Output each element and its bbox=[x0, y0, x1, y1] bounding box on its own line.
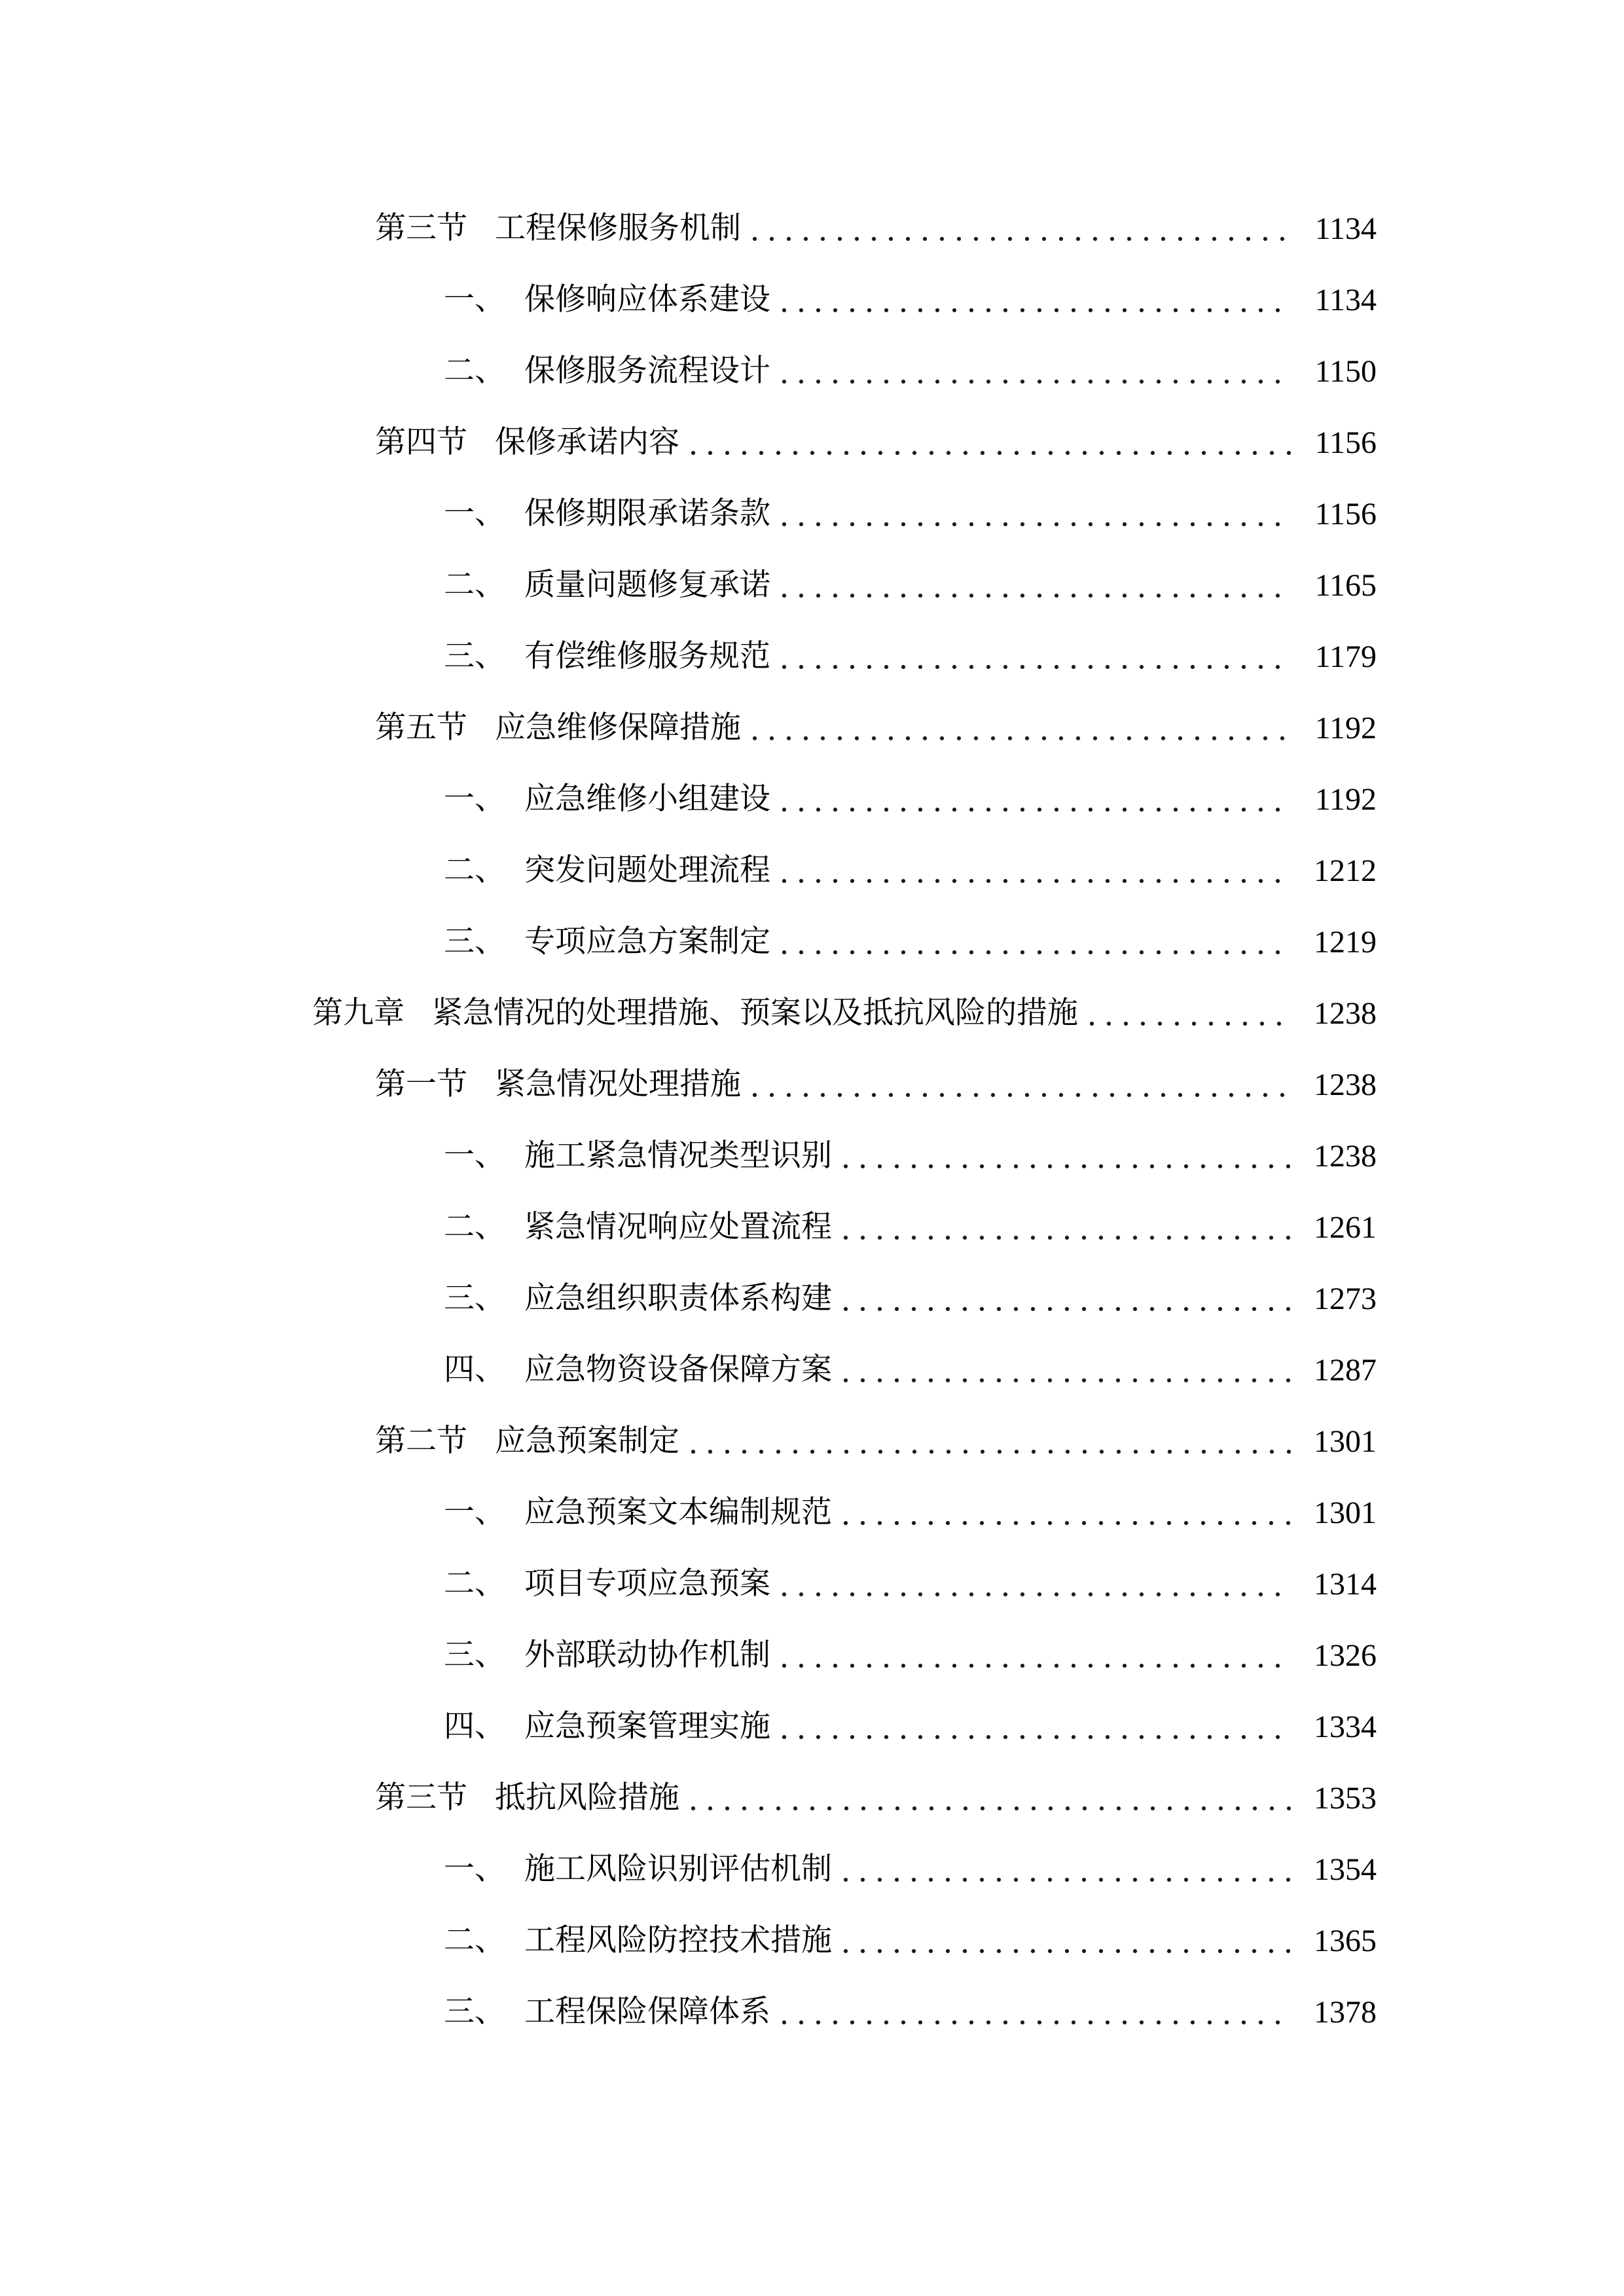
toc-entry-number-label: 二、 bbox=[444, 1210, 505, 1245]
toc-leader-dots bbox=[776, 835, 1292, 906]
toc-entry-title: 紧急情况的处理措施、预案以及抵抗风险的措施 bbox=[432, 996, 1078, 1031]
toc-page-number: 1314 bbox=[1314, 1566, 1377, 1602]
toc-entry bbox=[312, 478, 1377, 550]
toc-page-number: 1192 bbox=[1314, 781, 1377, 817]
toc-entry bbox=[312, 1620, 1377, 1691]
toc-entry bbox=[312, 407, 1377, 478]
toc-entry-title: 外部联动协作机制 bbox=[524, 1638, 770, 1673]
toc-entry-number-label: 第三节 bbox=[375, 211, 467, 246]
toc-entry-title: 应急预案制定 bbox=[495, 1424, 679, 1459]
toc-entry-number-label: 二、 bbox=[444, 354, 505, 389]
toc-page-number: 1354 bbox=[1314, 1852, 1377, 1887]
toc-leader-dots bbox=[837, 1121, 1292, 1192]
toc-page-number: 1378 bbox=[1314, 1994, 1377, 2030]
toc-entry-title: 工程保修服务机制 bbox=[495, 211, 741, 246]
toc-entry-number-label: 三、 bbox=[444, 1638, 505, 1673]
toc-entry-title: 保修期限承诺条款 bbox=[524, 497, 770, 531]
toc-entry-number-label: 一、 bbox=[444, 1139, 505, 1174]
toc-entry-number-label: 四、 bbox=[444, 1353, 505, 1388]
toc-page-number: 1219 bbox=[1314, 924, 1377, 960]
toc-entry bbox=[312, 1049, 1377, 1121]
toc-entry-number-label: 第二节 bbox=[375, 1424, 467, 1459]
toc-entry bbox=[312, 1335, 1377, 1406]
toc-entry-number-label: 二、 bbox=[444, 568, 505, 603]
toc-leader-dots bbox=[837, 1905, 1292, 1977]
toc-leader-dots bbox=[776, 906, 1292, 978]
toc-entry-title: 应急预案文本编制规范 bbox=[524, 1496, 832, 1530]
toc-entry-title: 工程风险防控技术措施 bbox=[524, 1924, 832, 1958]
toc-entry bbox=[312, 835, 1377, 906]
toc-entry bbox=[312, 692, 1377, 764]
toc-leader-dots bbox=[685, 1406, 1292, 1477]
toc-entry-title: 有偿维修服务规范 bbox=[524, 639, 770, 674]
toc-leader-dots bbox=[776, 1620, 1292, 1691]
toc-leader-dots bbox=[837, 1192, 1292, 1263]
toc-entry-number-label: 三、 bbox=[444, 639, 505, 674]
toc-entry-number-label: 一、 bbox=[444, 1852, 505, 1887]
toc-page-number: 1334 bbox=[1314, 1709, 1377, 1744]
toc-page-number: 1156 bbox=[1314, 425, 1377, 460]
toc-entry-number-label: 三、 bbox=[444, 1282, 505, 1316]
toc-entry-number-label: 第三节 bbox=[375, 1781, 467, 1816]
toc-entry-number-label: 三、 bbox=[444, 1995, 505, 2030]
toc-page-number: 1287 bbox=[1314, 1352, 1377, 1388]
toc-entry-title: 突发问题处理流程 bbox=[524, 853, 770, 888]
toc-leader-dots bbox=[685, 1763, 1292, 1834]
toc-entry-title: 应急维修小组建设 bbox=[524, 782, 770, 817]
toc-leader-dots bbox=[776, 1549, 1292, 1620]
toc-entry-title: 应急维修保障措施 bbox=[495, 711, 741, 745]
toc-entry bbox=[312, 764, 1377, 835]
toc-leader-dots bbox=[837, 1335, 1292, 1406]
toc-page-number: 1238 bbox=[1314, 996, 1377, 1031]
toc-entry bbox=[312, 1477, 1377, 1549]
toc-page-number: 1156 bbox=[1314, 496, 1377, 531]
toc-page-number: 1301 bbox=[1314, 1495, 1377, 1530]
toc-page-number: 1179 bbox=[1314, 639, 1377, 674]
toc-leader-dots bbox=[776, 764, 1292, 835]
toc-leader-dots bbox=[746, 193, 1292, 264]
toc-entry bbox=[312, 264, 1377, 336]
toc-leader-dots bbox=[1083, 978, 1292, 1049]
toc-entry-number-label: 二、 bbox=[444, 1924, 505, 1958]
toc-leader-dots bbox=[837, 1477, 1292, 1549]
toc-entry-title: 应急物资设备保障方案 bbox=[524, 1353, 832, 1388]
toc-page-number: 1192 bbox=[1314, 710, 1377, 745]
toc-entry-title: 工程保险保障体系 bbox=[524, 1995, 770, 2030]
toc-leader-dots bbox=[776, 621, 1292, 692]
toc-entry bbox=[312, 1834, 1377, 1905]
toc-entry-title: 保修服务流程设计 bbox=[524, 354, 770, 389]
toc-page-number: 1165 bbox=[1314, 567, 1377, 603]
toc-entry-number-label: 一、 bbox=[444, 782, 505, 817]
toc-entry bbox=[312, 1549, 1377, 1620]
toc-entry-number-label: 一、 bbox=[444, 283, 505, 317]
toc-entry-title: 紧急情况处理措施 bbox=[495, 1067, 741, 1102]
toc-entry bbox=[312, 1977, 1377, 2048]
toc-entry bbox=[312, 1263, 1377, 1335]
toc-leader-dots bbox=[776, 1977, 1292, 2048]
toc-entry bbox=[312, 193, 1377, 264]
toc-entry-number-label: 第五节 bbox=[375, 711, 467, 745]
toc-leader-dots bbox=[685, 407, 1292, 478]
toc-page-number: 1150 bbox=[1314, 353, 1377, 389]
toc-entry-title: 应急预案管理实施 bbox=[524, 1710, 770, 1744]
toc-entry bbox=[312, 978, 1377, 1049]
toc-leader-dots bbox=[776, 264, 1292, 336]
toc-leader-dots bbox=[746, 1049, 1292, 1121]
toc-page-number: 1134 bbox=[1314, 211, 1377, 246]
toc-entry bbox=[312, 1691, 1377, 1763]
toc-leader-dots bbox=[746, 692, 1292, 764]
toc-page-number: 1238 bbox=[1314, 1067, 1377, 1102]
toc-entry bbox=[312, 1763, 1377, 1834]
toc-entry-number-label: 第四节 bbox=[375, 425, 467, 460]
toc-entry-number-label: 四、 bbox=[444, 1710, 505, 1744]
toc-entry bbox=[312, 550, 1377, 621]
toc-page-number: 1238 bbox=[1314, 1138, 1377, 1174]
toc-page-number: 1261 bbox=[1314, 1210, 1377, 1245]
toc-entry-title: 施工紧急情况类型识别 bbox=[524, 1139, 832, 1174]
toc-entry-number-label: 第九章 bbox=[312, 996, 405, 1031]
toc-entry-title: 施工风险识别评估机制 bbox=[524, 1852, 832, 1887]
toc-entry-number-label: 二、 bbox=[444, 853, 505, 888]
toc-entry-number-label: 一、 bbox=[444, 497, 505, 531]
toc-entry-title: 专项应急方案制定 bbox=[524, 925, 770, 960]
toc-entry-number-label: 三、 bbox=[444, 925, 505, 960]
toc-page-number: 1353 bbox=[1314, 1780, 1377, 1816]
table-of-contents bbox=[312, 193, 1377, 2048]
toc-entry bbox=[312, 906, 1377, 978]
toc-page-number: 1301 bbox=[1314, 1424, 1377, 1459]
toc-page-number: 1273 bbox=[1314, 1281, 1377, 1316]
toc-leader-dots bbox=[837, 1263, 1292, 1335]
toc-leader-dots bbox=[776, 550, 1292, 621]
toc-entry bbox=[312, 1121, 1377, 1192]
toc-entry-title: 质量问题修复承诺 bbox=[524, 568, 770, 603]
toc-page-number: 1134 bbox=[1314, 282, 1377, 317]
toc-entry bbox=[312, 336, 1377, 407]
toc-leader-dots bbox=[776, 1691, 1292, 1763]
toc-leader-dots bbox=[776, 336, 1292, 407]
toc-entry-title: 抵抗风险措施 bbox=[495, 1781, 679, 1816]
toc-entry bbox=[312, 1192, 1377, 1263]
toc-entry-title: 紧急情况响应处置流程 bbox=[524, 1210, 832, 1245]
toc-leader-dots bbox=[837, 1834, 1292, 1905]
toc-entry-number-label: 第一节 bbox=[375, 1067, 467, 1102]
toc-entry bbox=[312, 1406, 1377, 1477]
toc-entry bbox=[312, 1905, 1377, 1977]
toc-entry-title: 保修承诺内容 bbox=[495, 425, 679, 460]
toc-entry-title: 应急组织职责体系构建 bbox=[524, 1282, 832, 1316]
toc-leader-dots bbox=[776, 478, 1292, 550]
toc-entry-title: 项目专项应急预案 bbox=[524, 1567, 770, 1602]
toc-page-number: 1212 bbox=[1314, 853, 1377, 888]
toc-page-number: 1365 bbox=[1314, 1923, 1377, 1958]
toc-entry-number-label: 二、 bbox=[444, 1567, 505, 1602]
toc-entry-number-label: 一、 bbox=[444, 1496, 505, 1530]
toc-entry bbox=[312, 621, 1377, 692]
toc-page-number: 1326 bbox=[1314, 1638, 1377, 1673]
toc-entry-title: 保修响应体系建设 bbox=[524, 283, 770, 317]
